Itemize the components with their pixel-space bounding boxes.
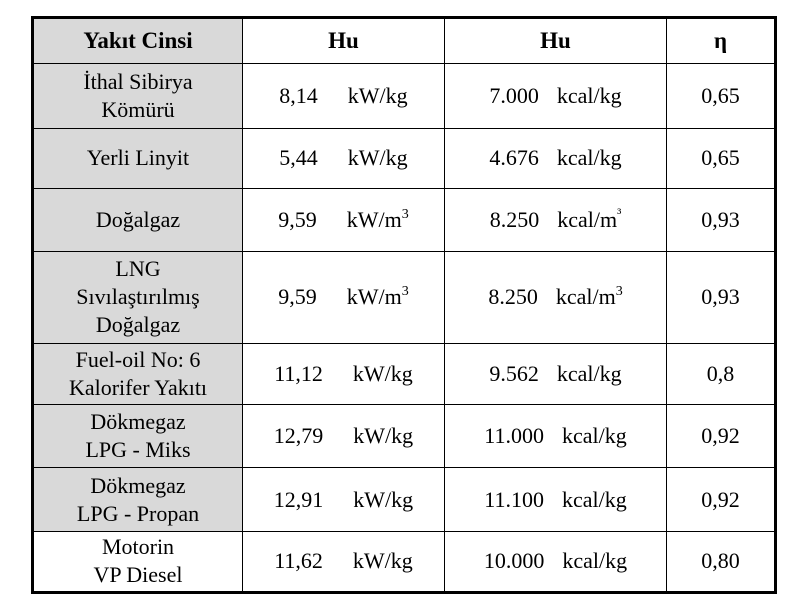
fuel-name-line: Yerli Linyit <box>86 145 190 171</box>
fuel-name-cell <box>33 64 243 129</box>
table-row <box>33 64 776 129</box>
fuel-name-line: Kalorifer Yakıtı <box>68 374 208 400</box>
value-number: 11.000 <box>484 423 544 449</box>
table-row <box>33 468 776 531</box>
fuel-table <box>31 16 777 594</box>
value-number: 8.250 <box>488 284 538 310</box>
table-row <box>33 129 776 188</box>
value-unit: kW/m <box>346 206 402 232</box>
hu-kw-cell <box>243 343 445 404</box>
value-number: 9,59 <box>278 206 317 232</box>
hu-kcal-cell <box>445 188 667 251</box>
value-unit: kcal/m <box>555 284 616 310</box>
value-number: 4.676 <box>489 145 539 171</box>
fuel-name-line: LPG - Miks <box>85 437 191 463</box>
value-unit: kW/kg <box>353 486 414 512</box>
efficiency-cell: 0,93 <box>667 251 776 343</box>
fuel-name-line: Doğalgaz <box>95 312 181 338</box>
value-number: 5,44 <box>279 145 318 171</box>
value-number: 9,59 <box>278 284 317 310</box>
value-unit: kcal/kg <box>561 486 627 512</box>
hu-kcal-cell <box>445 468 667 531</box>
hu-kcal-cell <box>445 251 667 343</box>
fuel-name-line: Fuel-oil No: 6 <box>75 346 201 372</box>
value-unit: kW/kg <box>352 360 413 386</box>
fuel-name-line: Dökmegaz <box>90 409 186 435</box>
value-unit: kcal/kg <box>561 423 627 449</box>
table-row <box>33 531 776 592</box>
value-number: 8,14 <box>279 83 318 109</box>
value-unit: kW/kg <box>347 83 408 109</box>
table-row <box>33 188 776 251</box>
value-unit: kW/kg <box>353 423 414 449</box>
hu-kcal-cell <box>445 64 667 129</box>
value-number: 12,91 <box>273 486 324 512</box>
value-number: 12,79 <box>273 423 324 449</box>
header-row <box>33 18 776 64</box>
hu-kw-cell <box>243 129 445 188</box>
fuel-name-line: LPG - Propan <box>76 500 200 526</box>
efficiency-cell: 0,80 <box>667 531 776 592</box>
hu-kcal-cell <box>445 129 667 188</box>
value-unit: kW/m <box>346 284 402 310</box>
value-number: 10.000 <box>483 548 545 574</box>
value-number: 11,12 <box>274 360 323 386</box>
value-unit: kcal/kg <box>562 548 628 574</box>
value-unit: kW/kg <box>347 145 408 171</box>
unit-exponent: ³ <box>617 206 622 222</box>
header-efficiency: η <box>667 18 776 64</box>
unit-exponent: 3 <box>401 206 409 222</box>
hu-kcal-cell <box>445 343 667 404</box>
efficiency-cell: 0,65 <box>667 64 776 129</box>
table-row <box>33 251 776 343</box>
hu-kw-cell <box>243 531 445 592</box>
value-unit: kcal/m <box>557 206 618 232</box>
efficiency-cell: 0,93 <box>667 188 776 251</box>
fuel-name-line: Sıvılaştırılmış <box>76 284 200 310</box>
header-hu-kw: Hu <box>243 18 445 64</box>
value-unit: kW/kg <box>352 548 413 574</box>
hu-kcal-cell <box>445 531 667 592</box>
fuel-name-line: LNG <box>115 256 161 282</box>
value-number: 7.000 <box>489 83 539 109</box>
fuel-name-line: Doğalgaz <box>95 206 181 232</box>
efficiency-cell: 0,65 <box>667 129 776 188</box>
fuel-name-cell <box>33 405 243 468</box>
fuel-name-cell <box>33 188 243 251</box>
hu-kcal-cell <box>445 405 667 468</box>
unit-exponent: 3 <box>615 284 623 300</box>
value-number: 9.562 <box>489 360 539 386</box>
hu-kw-cell <box>243 405 445 468</box>
fuel-name-cell <box>33 251 243 343</box>
value-unit: kcal/kg <box>556 145 622 171</box>
efficiency-cell: 0,8 <box>667 343 776 404</box>
fuel-name-line: VP Diesel <box>93 562 183 588</box>
fuel-name-line: Dökmegaz <box>90 472 186 498</box>
hu-kw-cell <box>243 188 445 251</box>
unit-exponent: 3 <box>401 284 409 300</box>
fuel-name-cell <box>33 343 243 404</box>
value-number: 8.250 <box>489 206 540 232</box>
value-unit: kcal/kg <box>556 83 622 109</box>
hu-kw-cell <box>243 64 445 129</box>
table-row <box>33 343 776 404</box>
value-unit: kcal/kg <box>556 360 622 386</box>
value-number: 11.100 <box>484 486 544 512</box>
value-number: 11,62 <box>274 548 323 574</box>
fuel-name-line: Motorin <box>101 534 175 560</box>
fuel-name-cell <box>33 129 243 188</box>
table-row <box>33 405 776 468</box>
fuel-name-cell <box>33 531 243 592</box>
efficiency-cell: 0,92 <box>667 405 776 468</box>
hu-kw-cell <box>243 468 445 531</box>
header-fuel-type: Yakıt Cinsi <box>33 18 243 64</box>
fuel-name-cell <box>33 468 243 531</box>
header-hu-kcal: Hu <box>445 18 667 64</box>
efficiency-cell: 0,92 <box>667 468 776 531</box>
hu-kw-cell <box>243 251 445 343</box>
fuel-name-line: İthal Sibirya <box>83 69 193 95</box>
fuel-name-line: Kömürü <box>101 97 175 123</box>
